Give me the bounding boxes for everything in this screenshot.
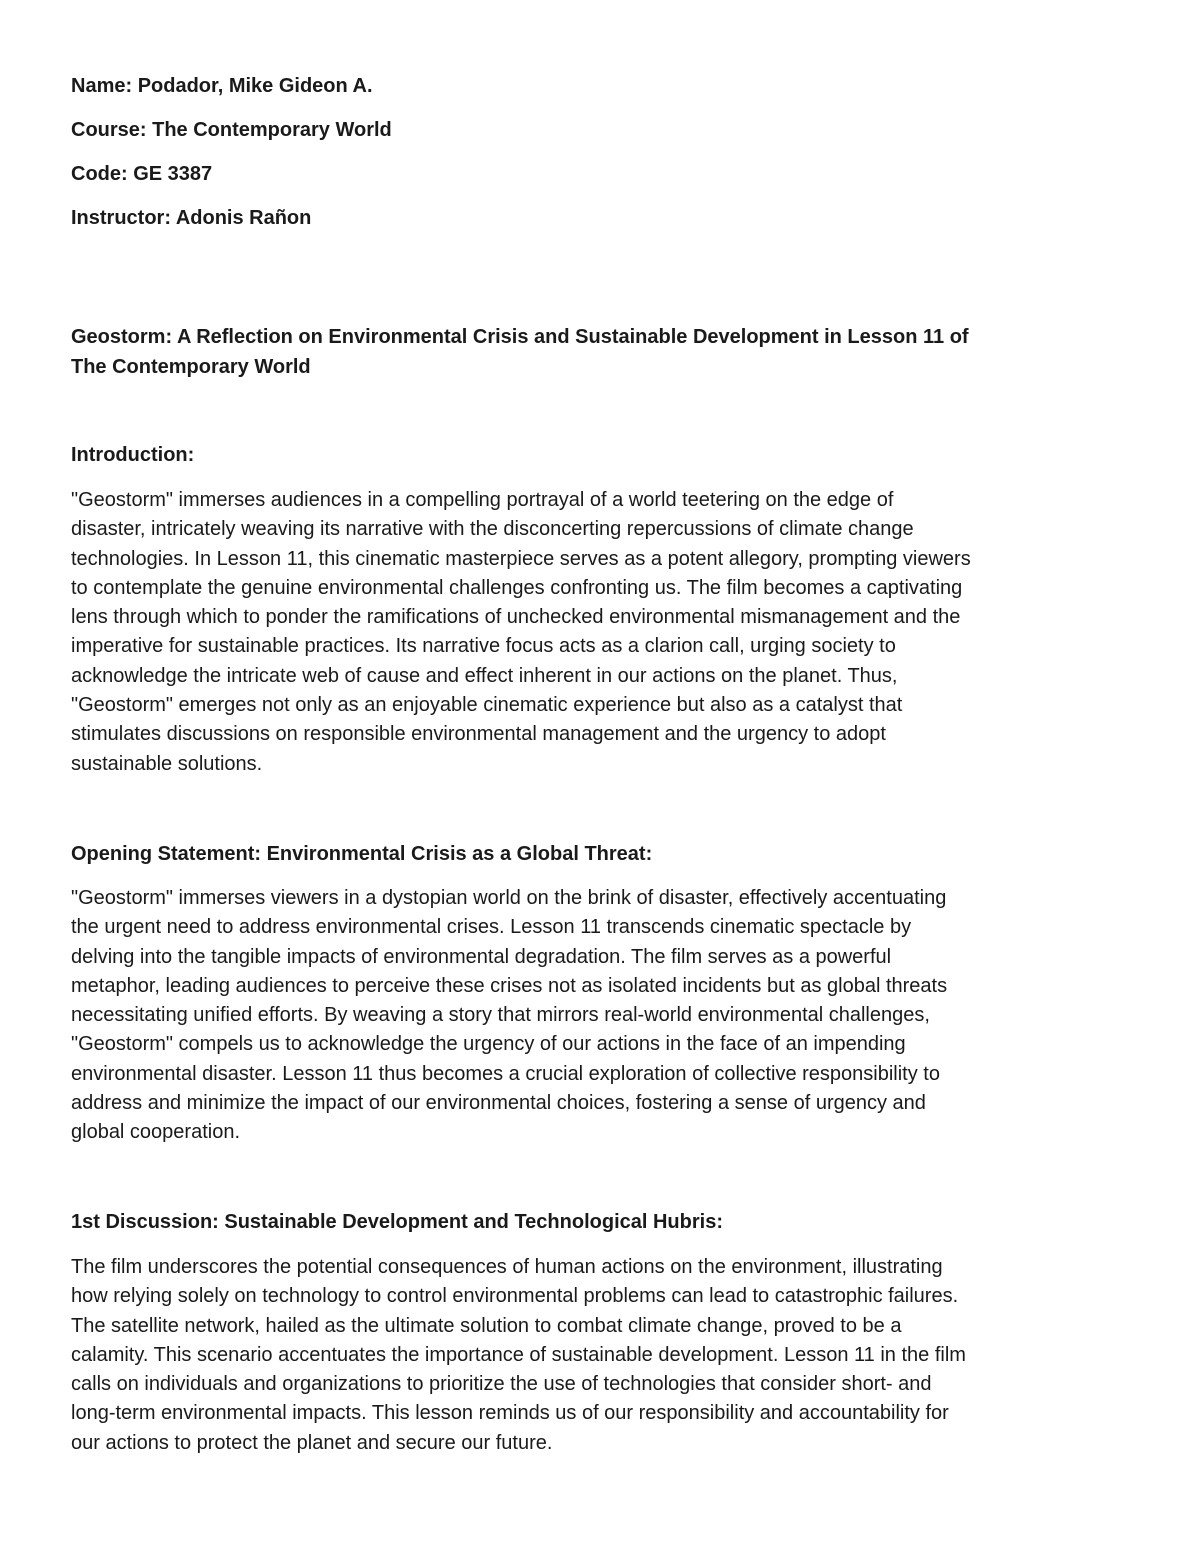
- instructor-name: Instructor: Adonis Rañon: [71, 207, 312, 229]
- paragraph-line: "Geostorm" immerses viewers in a dystopian world on the brink of disaster, effectively accentuating: [71, 887, 947, 909]
- section-body-first-discussion: [71, 1253, 1141, 1458]
- paragraph-line: technologies. In Lesson 11, this cinematic masterpiece serves as a potent allegory, prompting viewers: [71, 547, 971, 570]
- paragraph-line: disaster, intricately weaving its narrative with the disconcerting repercussions of climate change: [71, 518, 914, 541]
- paragraph-line: The satellite network, hailed as the ultimate solution to combat climate change, proved to be a: [71, 1314, 902, 1337]
- paragraph-line: "Geostorm" emerges not only as an enjoyable cinematic experience but also as a catalyst that: [71, 694, 903, 717]
- paragraph-line: necessitating unified efforts. By weaving a story that mirrors real-world environmental challenges,: [71, 1004, 930, 1027]
- paragraph-line: global cooperation.: [71, 1121, 241, 1144]
- section-heading-opening-statement: Opening Statement: Environmental Crisis as a Global Threat:: [71, 843, 653, 865]
- paragraph-line: metaphor, leading audiences to perceive these crises not as isolated incidents but as global threats: [71, 974, 948, 997]
- course-code: Code: GE 3387: [71, 163, 213, 185]
- section-heading-first-discussion: 1st Discussion: Sustainable Development and Technological Hubris:: [71, 1211, 723, 1233]
- paragraph-line: acknowledge the intricate web of cause and effect inherent in our actions on the planet. Thus,: [71, 664, 898, 687]
- paragraph-line: environmental disaster. Lesson 11 thus becomes a crucial exploration of collective responsibility to: [71, 1062, 940, 1085]
- paragraph-line: calls on individuals and organizations to prioritize the use of technologies that consider short- and: [71, 1373, 932, 1396]
- course-name: Course: The Contemporary World: [71, 119, 392, 141]
- paragraph-line: stimulates discussions on responsible environmental management and the urgency to adopt: [71, 723, 886, 746]
- paragraph-line: The film underscores the potential consequences of human actions on the environment, illustrating: [71, 1256, 943, 1278]
- paragraph-line: imperative for sustainable practices. Its narrative focus acts as a clarion call, urging society to: [71, 635, 896, 658]
- title-line: The Contemporary World: [71, 356, 311, 378]
- paragraph-line: delving into the tangible impacts of environmental degradation. The film serves as a powerful: [71, 945, 892, 968]
- paragraph-line: the urgent need to address environmental crises. Lesson 11 transcends cinematic spectacle by: [71, 916, 912, 939]
- paragraph-line: long-term environmental impacts. This lesson reminds us of our responsibility and accountability for: [71, 1402, 949, 1425]
- section-body-opening-statement: [71, 884, 1141, 1148]
- student-name: Name: Podador, Mike Gideon A.: [71, 75, 373, 97]
- paragraph-line: to contemplate the genuine environmental challenges confronting us. The film becomes a captivating: [71, 576, 963, 599]
- title-line: Geostorm: A Reflection on Environmental Crisis and Sustainable Development in Lesson 11 of: [71, 326, 969, 348]
- paragraph-line: lens through which to ponder the ramifications of unchecked environmental mismanagement and the: [71, 606, 961, 629]
- paragraph-line: sustainable solutions.: [71, 752, 263, 775]
- section-heading-introduction: Introduction:: [71, 444, 195, 466]
- paragraph-line: address and minimize the impact of our environmental choices, fostering a sense of urgency and: [71, 1092, 926, 1115]
- paragraph-line: our actions to protect the planet and secure our future.: [71, 1431, 553, 1454]
- paragraph-line: calamity. This scenario accentuates the importance of sustainable development. Lesson 11 in the film: [71, 1343, 966, 1366]
- document-title: [71, 322, 1141, 382]
- paragraph-line: "Geostorm" immerses audiences in a compelling portrayal of a world teetering on the edge of: [71, 489, 894, 511]
- paragraph-line: how relying solely on technology to control environmental problems can lead to catastrophic failures.: [71, 1285, 959, 1308]
- section-body-introduction: [71, 486, 1141, 779]
- paragraph-line: "Geostorm" compels us to acknowledge the urgency of our actions in the face of an impending: [71, 1033, 906, 1056]
